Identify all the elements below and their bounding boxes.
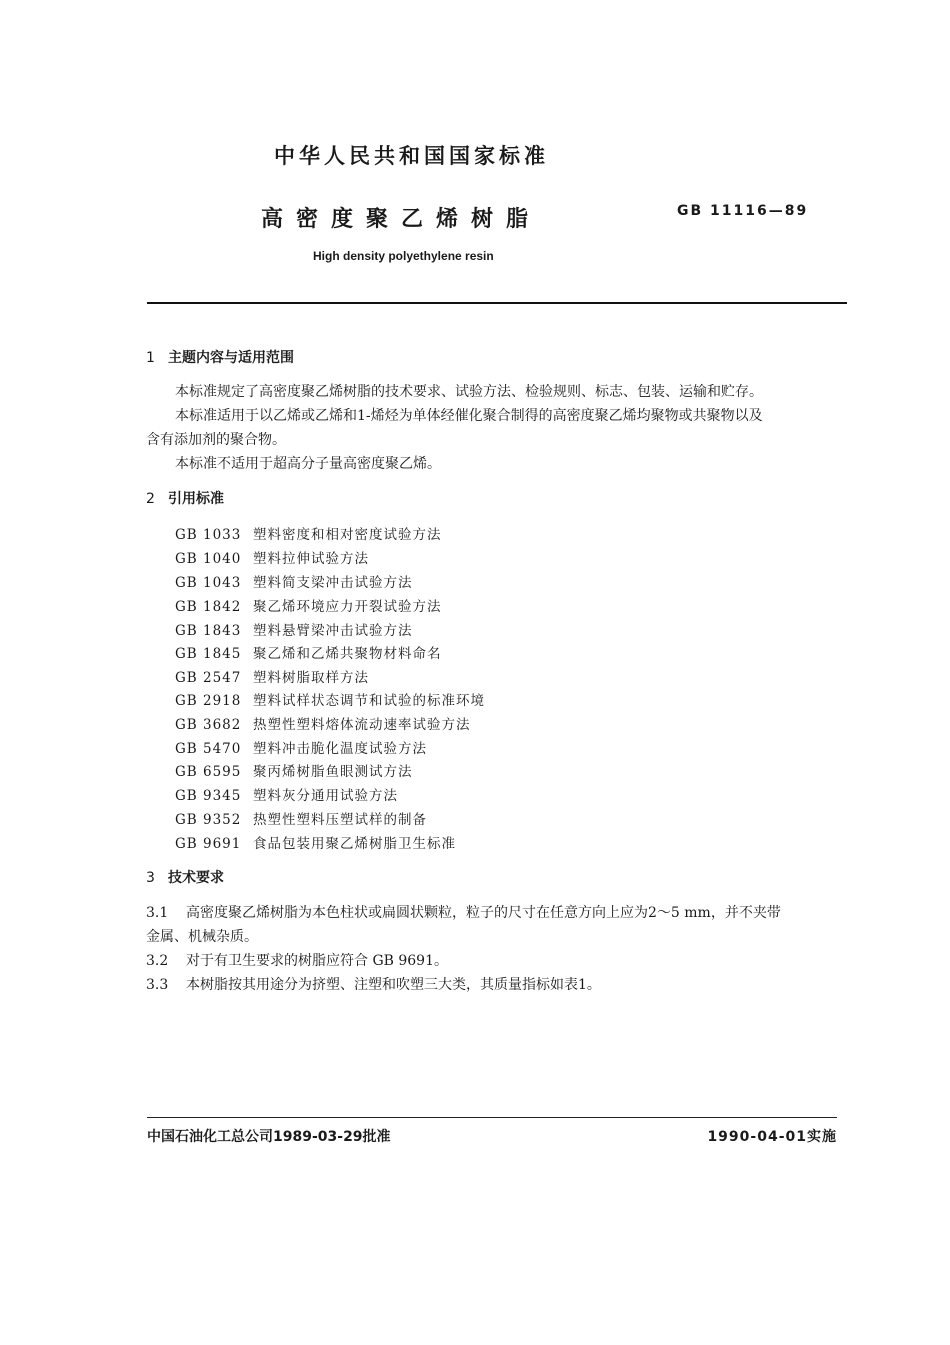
reference-name: 塑料树脂取样方法 — [253, 670, 369, 686]
section-1-heading — [146, 347, 294, 367]
reference-name: 塑料悬臂梁冲击试验方法 — [253, 623, 413, 639]
reference-item — [175, 808, 427, 828]
reference-item — [175, 642, 442, 662]
reference-name: 食品包装用聚乙烯树脂卫生标准 — [253, 836, 456, 852]
document-title: 高密度聚乙烯树脂 — [261, 207, 542, 232]
reference-item — [175, 571, 413, 591]
reference-item — [175, 713, 471, 733]
reference-name: 聚乙烯环境应力开裂试验方法 — [253, 599, 442, 615]
reference-code: GB 9345 — [175, 788, 242, 804]
document-title-english: High density polyethylene resin — [313, 249, 494, 263]
section-3-heading — [146, 867, 224, 887]
standard-code: GB 11116—89 — [677, 203, 809, 219]
header-divider — [147, 302, 847, 304]
approval-info: 中国石油化工总公司1989-03-29批准 — [147, 1129, 391, 1145]
clause — [146, 974, 601, 994]
clause-number: 3.3 — [146, 977, 169, 993]
reference-item — [175, 595, 442, 615]
reference-name: 塑料密度和相对密度试验方法 — [253, 527, 442, 543]
section-title: 技术要求 — [168, 870, 224, 886]
reference-code: GB 9691 — [175, 836, 242, 852]
reference-item — [175, 689, 485, 709]
paragraph: 本标准规定了高密度聚乙烯树脂的技术要求、试验方法、检验规则、标志、包装、运输和贮存。 — [175, 384, 763, 400]
reference-code: GB 2547 — [175, 670, 242, 686]
reference-code: GB 1845 — [175, 646, 242, 662]
effective-date: 1990-04-01实施 — [707, 1129, 837, 1145]
reference-name: 塑料试样状态调节和试验的标准环境 — [253, 693, 485, 709]
reference-item — [175, 832, 456, 852]
footer-divider — [147, 1117, 837, 1118]
reference-item — [175, 547, 369, 567]
reference-code: GB 2918 — [175, 693, 242, 709]
paragraph: 本标准适用于以乙烯或乙烯和1-烯烃为单体经催化聚合制得的高密度聚乙烯均聚物或共聚物以及 — [175, 408, 763, 424]
reference-code: GB 5470 — [175, 741, 242, 757]
reference-item — [175, 760, 413, 780]
reference-code: GB 9352 — [175, 812, 242, 828]
section-title: 主题内容与适用范围 — [168, 350, 294, 366]
section-number: 3 — [146, 870, 155, 886]
section-number: 2 — [146, 491, 155, 507]
reference-item — [175, 523, 442, 543]
reference-name: 热塑性塑料压塑试样的制备 — [253, 812, 427, 828]
reference-name: 塑料冲击脆化温度试验方法 — [253, 741, 427, 757]
reference-item — [175, 619, 413, 639]
reference-name: 塑料拉伸试验方法 — [253, 551, 369, 567]
reference-name: 塑料简支梁冲击试验方法 — [253, 575, 413, 591]
clause-number: 3.2 — [146, 953, 169, 969]
reference-item — [175, 784, 398, 804]
standard-name: 中华人民共和国国家标准 — [274, 144, 549, 168]
clause-continuation: 金属、机械杂质。 — [146, 929, 258, 945]
reference-name: 热塑性塑料熔体流动速率试验方法 — [253, 717, 471, 733]
section-number: 1 — [146, 350, 155, 366]
reference-name: 聚丙烯树脂鱼眼测试方法 — [253, 764, 413, 780]
clause-number: 3.1 — [146, 905, 169, 921]
reference-name: 聚乙烯和乙烯共聚物材料命名 — [253, 646, 442, 662]
clause-text: 高密度聚乙烯树脂为本色柱状或扁圆状颗粒，粒子的尺寸在任意方向上应为2～5 mm，并不夹带 — [186, 905, 781, 921]
reference-code: GB 1033 — [175, 527, 242, 543]
clause — [146, 950, 448, 970]
reference-code: GB 6595 — [175, 764, 242, 780]
paragraph: 本标准不适用于超高分子量高密度聚乙烯。 — [175, 456, 441, 472]
reference-item — [175, 737, 427, 757]
reference-code: GB 1040 — [175, 551, 242, 567]
clause-text: 对于有卫生要求的树脂应符合 GB 9691。 — [186, 953, 449, 969]
reference-code: GB 1843 — [175, 623, 242, 639]
reference-code: GB 1043 — [175, 575, 242, 591]
paragraph-continuation: 含有添加剂的聚合物。 — [146, 432, 286, 448]
reference-item — [175, 666, 369, 686]
reference-code: GB 1842 — [175, 599, 242, 615]
reference-code: GB 3682 — [175, 717, 242, 733]
clause-text: 本树脂按其用途分为挤塑、注塑和吹塑三大类，其质量指标如表1。 — [186, 977, 601, 993]
section-title: 引用标准 — [168, 491, 224, 507]
clause — [146, 902, 781, 922]
section-2-heading — [146, 488, 224, 508]
reference-name: 塑料灰分通用试验方法 — [253, 788, 398, 804]
